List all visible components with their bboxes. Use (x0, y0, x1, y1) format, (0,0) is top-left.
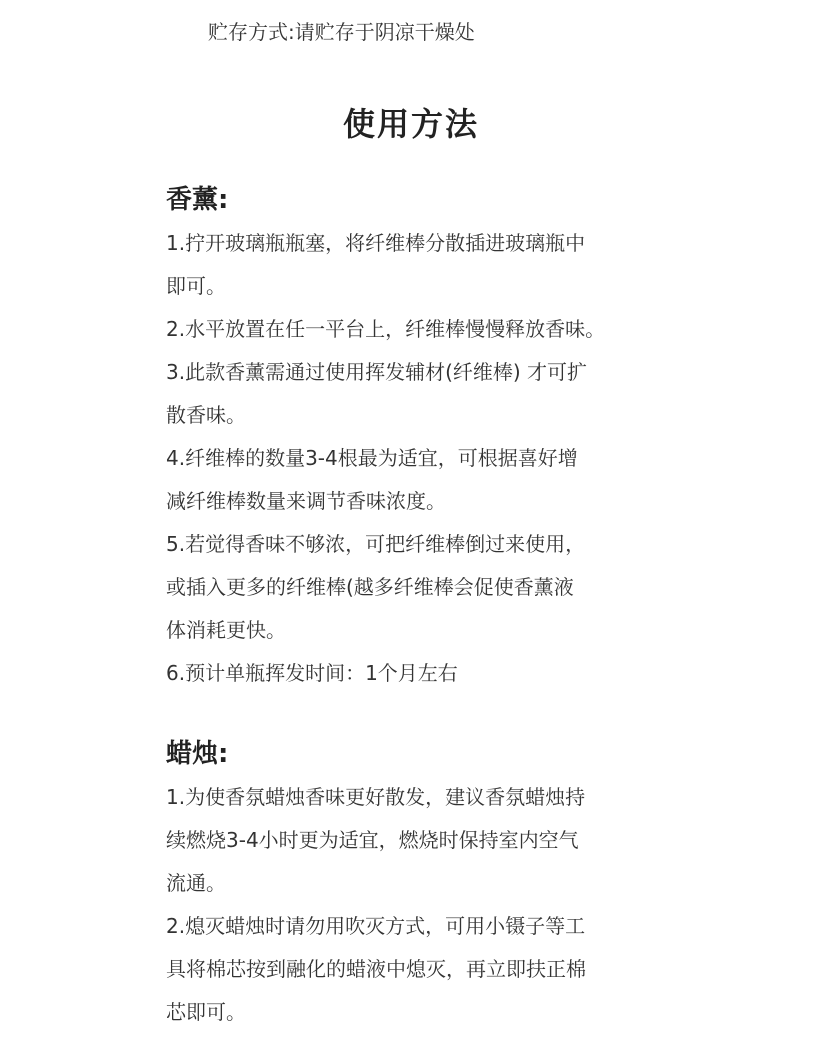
candle-line: 具将棉芯按到融化的蜡液中熄灭，再立即扶正棉 (166, 957, 586, 981)
candle-line: 芯即可。 (166, 1000, 246, 1024)
candle-line: 续燃烧3-4小时更为适宜，燃烧时保持室内空气 (166, 828, 579, 852)
candle-title: 蜡烛: (166, 739, 229, 769)
storage-value: 请贮存于阴凉干燥处 (294, 20, 475, 44)
diffuser-line: 1.拧开玻璃瓶瓶塞，将纤维棒分散插进玻璃瓶中 (166, 231, 586, 255)
diffuser-line: 4.纤维棒的数量3-4根最为适宜，可根据喜好增 (166, 446, 578, 470)
storage-label: 贮存方式: (208, 20, 295, 44)
diffuser-line: 散香味。 (166, 403, 246, 427)
candle-line: 流通。 (166, 871, 226, 895)
diffuser-line: 6.预计单瓶挥发时间：1个月左右 (166, 661, 458, 685)
diffuser-line: 体消耗更快。 (166, 618, 286, 642)
diffuser-line: 5.若觉得香味不够浓，可把纤维棒倒过来使用， (166, 532, 586, 556)
storage-info (208, 16, 475, 48)
diffuser-line: 即可。 (166, 274, 226, 298)
diffuser-line: 2.水平放置在任一平台上，纤维棒慢慢释放香味。 (166, 317, 606, 341)
diffuser-section (166, 180, 656, 695)
candle-line: 1.为使香氛蜡烛香味更好散发，建议香氛蜡烛持 (166, 785, 586, 809)
diffuser-line: 3.此款香薰需通过使用挥发辅材(纤维棒) 才可扩 (166, 360, 588, 384)
candle-line: 2.熄灭蜡烛时请勿用吹灭方式，可用小镊子等工 (166, 914, 586, 938)
section-title: 使用方法 (342, 105, 479, 143)
diffuser-title: 香薰: (166, 185, 229, 215)
candle-section (166, 734, 656, 1034)
diffuser-line: 或插入更多的纤维棒(越多纤维棒会促使香薰液 (166, 575, 574, 599)
diffuser-line: 减纤维棒数量来调节香味浓度。 (166, 489, 446, 513)
